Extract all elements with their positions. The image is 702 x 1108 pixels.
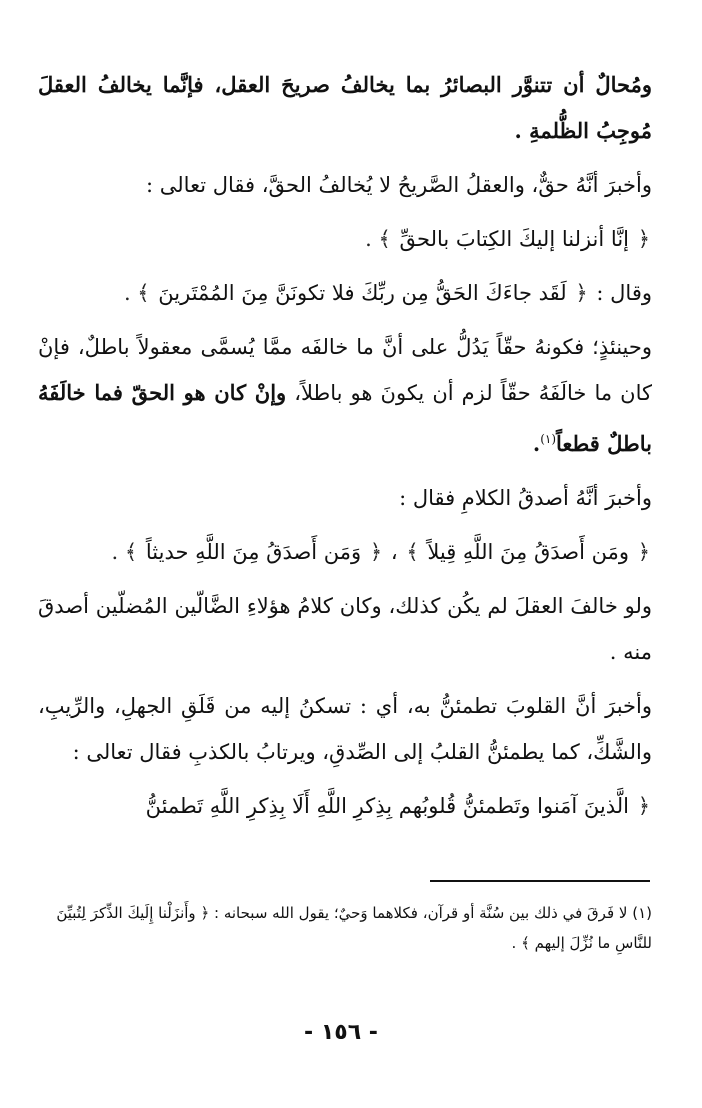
paragraph-4-text: وحينئذٍ؛ فكونهُ حقّاً يَدُلُّ على أنَّ ما خالفَه ممَّا يُسمَّى معقولاً باطلٌ، فإنْ كان ما خالَفَهُ حقّاً لزم أن يكونَ هو باطلاً، xyxy=(38,335,652,405)
paragraph-4 xyxy=(38,324,652,467)
period: . xyxy=(532,431,541,456)
paragraph-2-text: وأخبرَ أنَّهُ حقٌّ، والعقلُ الصَّريحُ لا يُخالفُ الحقَّ، فقال تعالى : xyxy=(146,173,652,197)
ayah-1 xyxy=(38,216,652,262)
paragraph-5-text: وأخبرَ أنَّهُ أصدقُ الكلامِ فقال : xyxy=(399,486,652,510)
ornate-bracket-open: ﴿ xyxy=(369,540,383,564)
ornate-bracket-close: ﴾ . xyxy=(123,281,150,305)
paragraph-6 xyxy=(38,583,652,675)
footnote-text: (١) لا فَرقَ في ذلك بين سُنَّة أو قرآن، فكلاهما وَحيٌ؛ يقول الله سبحانه : ﴿ وأَنزَلْنا إِلَيكَ الذِّكرَ لِتُبيِّنَ للنَّاسِ ما نُزِّلَ إليهم ﴾ . xyxy=(56,904,652,952)
ornate-bracket-close: ﴾ xyxy=(406,540,419,564)
paragraph-5 xyxy=(38,475,652,521)
paragraph-7 xyxy=(38,683,652,775)
ornate-bracket-open: ﴿ xyxy=(637,794,650,818)
paragraph-7-text: وأخبرَ أنَّ القلوبَ تطمئنُّ به، أي : تسكنُ إليه من قَلَقِ الجهلِ، والرِّيبِ، والشَّكِّ، كما يطمئنُّ القلبُ إلى الصِّدقِ، ويرتابُ بالكذبِ فقال تعالى : xyxy=(38,694,652,764)
footnote-ref: (١) xyxy=(540,432,557,446)
paragraph-1-text: ومُحالٌ أن تتنوَّر البصائرُ بما يخالفُ صريحَ العقل، فإنَّما يخالفُ العقلَ مُوجِبُ الظُّلمةِ . xyxy=(38,72,652,143)
ornate-bracket-open: ﴿ xyxy=(637,227,650,251)
paragraph-1 xyxy=(38,62,652,154)
ornate-bracket-open: ﴿ xyxy=(575,281,588,305)
ornate-bracket-close: ﴾ . xyxy=(365,227,391,251)
ayah-4-text: الَّذينَ آمَنوا وتَطمئنُّ قُلوبُهم بِذِكرِ اللَّهِ أَلَا بِذِكرِ اللَّهِ تَطمئنُّ xyxy=(145,794,629,818)
ornate-bracket-open: ﴿ xyxy=(637,540,650,564)
footnote xyxy=(40,898,652,958)
ayah-2-line xyxy=(38,270,652,316)
ayah-3a-text: ومَن أَصدَقُ مِنَ اللَّهِ قِيلاً xyxy=(427,540,629,564)
ayah-3-separator: ، xyxy=(390,540,398,564)
paragraph-6-text: ولو خالفَ العقلَ لم يكُن كذلك، وكان كلامُ هؤلاءِ الضَّالّين المُضلّين أصدقَ منه . xyxy=(38,594,652,664)
page-number: - ١٥٦ - xyxy=(304,1020,378,1045)
ayah-4 xyxy=(38,783,652,829)
ayah-3b-text: وَمَن أَصدَقُ مِنَ اللَّهِ حديثاً xyxy=(145,540,362,564)
ornate-bracket-close: ﴾ . xyxy=(111,540,138,564)
ayah-2-lead: وقال : xyxy=(596,281,652,305)
ayah-1-text: إنَّا أنزلنا إليكَ الكِتابَ بالحقِّ xyxy=(399,227,629,251)
page-body xyxy=(38,62,652,837)
paragraph-4-bold: وإنْ كان هو الحقّ فما خالَفَهُ باطلٌ قطعاً xyxy=(38,380,652,456)
ayah-2-text: لَقَد جاءَكَ الحَقُّ مِن ربِّكَ فلا تكونَنَّ مِنَ المُمْتَرينَ xyxy=(158,281,567,305)
paragraph-2 xyxy=(38,162,652,208)
ayah-3 xyxy=(38,529,652,575)
footnote-divider xyxy=(430,880,650,882)
